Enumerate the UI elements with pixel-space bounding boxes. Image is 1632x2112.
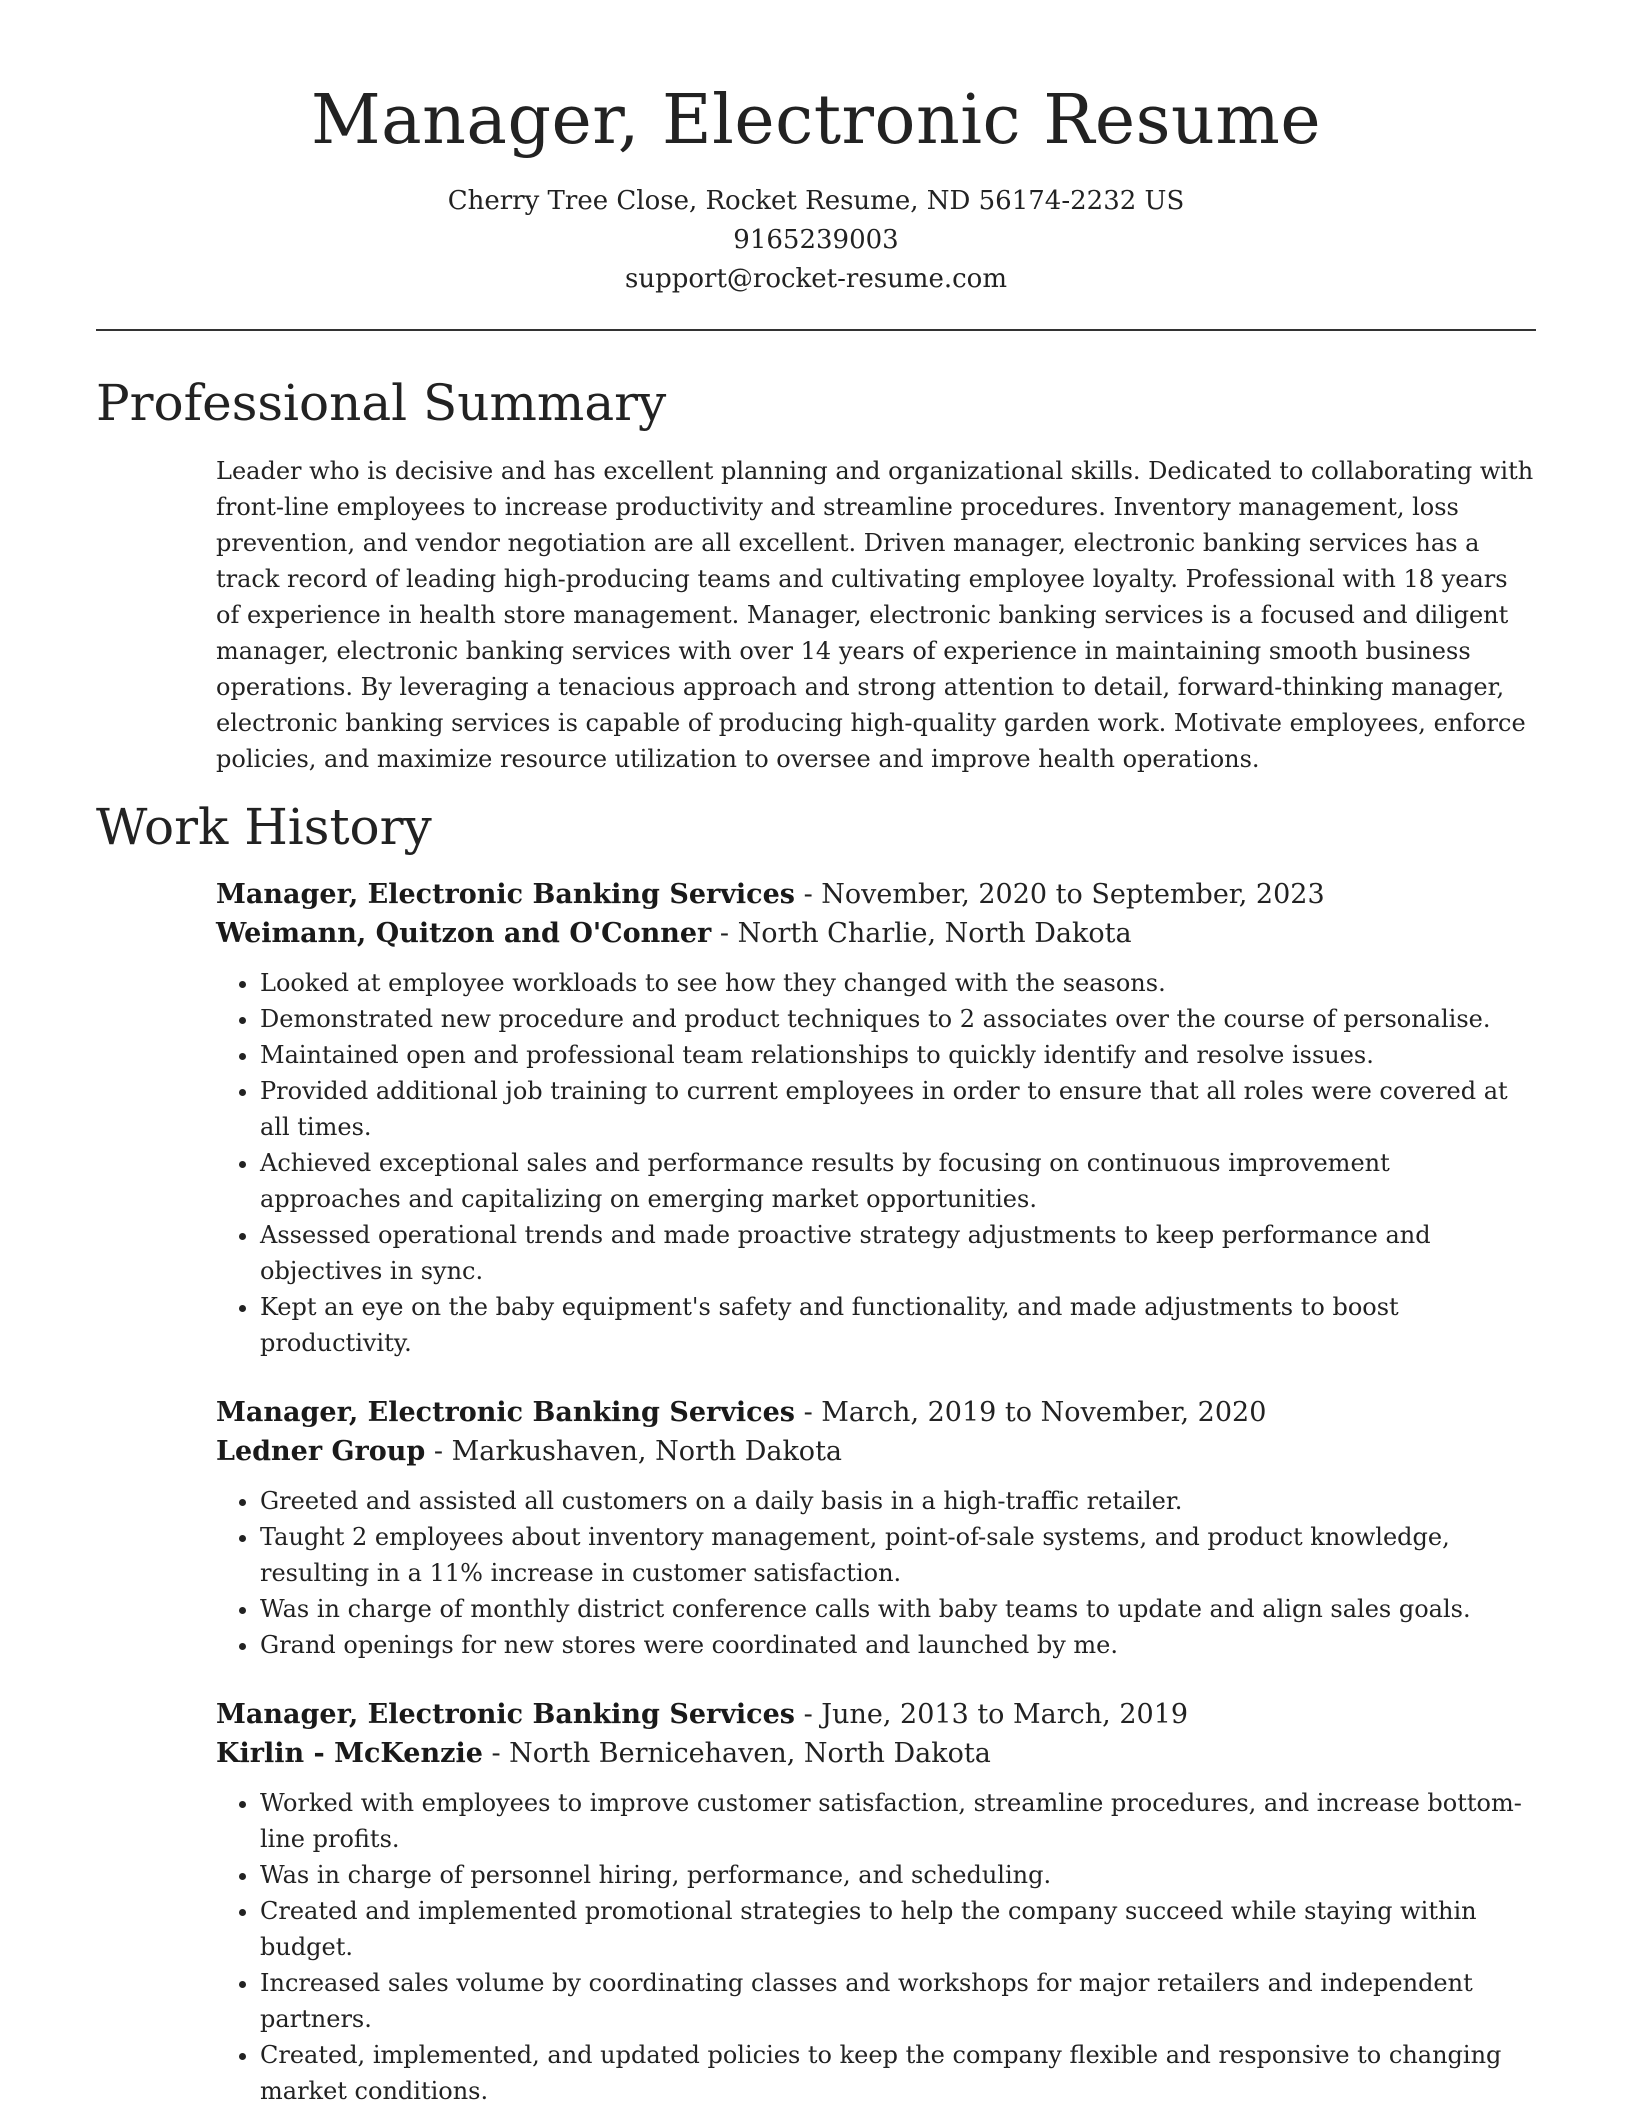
jobs-list <box>216 875 1536 2109</box>
job-bullet: • Achieved exceptional sales and performance results by focusing on continuous improvement approaches and capitalizing on emerging market opportunities. <box>260 1145 1536 1217</box>
job-bullet: • Looked at employee workloads to see how they changed with the seasons. <box>260 965 1536 1001</box>
job-bullets <box>216 1785 1536 2109</box>
job-role: Manager, Electronic Banking Services <box>216 879 795 911</box>
summary-title: Professional Summary <box>96 374 667 433</box>
job-bullets <box>216 965 1536 1361</box>
summary-text: Leader who is decisive and has excellent planning and organizational skills. Dedicated to collaborating with front-line employees to increase productivity and streamline procedures. Inventory management, loss prevention, and vendor negotiation are all excellent. Driven manager, electronic banking services has a track record of leading high-producing teams and cultivating employee loyalty. Professional with 18 years of experience in health store management. Manager, electronic banking services is a focused and diligent manager, electronic banking services with over 14 years of experience in maintaining smooth business operations. By leveraging a tenacious approach and strong attention to detail, forward-thinking manager, electronic banking services is capable of producing high-quality garden work. Motivate employees, enforce policies, and maximize resource utilization to oversee and improve health operations. <box>216 457 1534 774</box>
job-bullet: • Assessed operational trends and made proactive strategy adjustments to keep performance and objectives in sync. <box>260 1217 1536 1289</box>
job-location: - Markushaven, North Dakota <box>425 1436 843 1468</box>
job-entry <box>216 1695 1536 2109</box>
job-title-line <box>216 1695 1536 1734</box>
job-entry <box>216 1393 1536 1663</box>
job-bullets <box>216 1483 1536 1663</box>
resume-header <box>96 0 1536 299</box>
job-bullet: • Increased sales volume by coordinating classes and workshops for major retailers and independent partners. <box>260 1965 1536 2037</box>
job-company: Weimann, Quitzon and O'Conner <box>216 918 712 950</box>
job-bullet: • Maintained open and professional team relationships to quickly identify and resolve issues. <box>260 1037 1536 1073</box>
contact-info <box>96 182 1536 299</box>
job-company: Kirlin - McKenzie <box>216 1738 483 1770</box>
job-bullet: • Greeted and assisted all customers on a daily basis in a high-traffic retailer. <box>260 1483 1536 1519</box>
job-bullet: • Kept an eye on the baby equipment's safety and functionality, and made adjustments to boost productivity. <box>260 1289 1536 1361</box>
job-bullet: • Was in charge of monthly district conference calls with baby teams to update and align sales goals. <box>260 1591 1536 1627</box>
job-bullet: • Worked with employees to improve customer satisfaction, streamline procedures, and increase bottom-line profits. <box>260 1785 1536 1857</box>
job-dates: - March, 2019 to November, 2020 <box>795 1397 1267 1429</box>
job-bullet: • Was in charge of personnel hiring, performance, and scheduling. <box>260 1857 1536 1893</box>
job-entry <box>216 875 1536 1361</box>
job-company-line <box>216 1432 1536 1471</box>
work-history-title: Work History <box>96 798 432 857</box>
job-bullet: • Grand openings for new stores were coordinated and launched by me. <box>260 1627 1536 1663</box>
job-title-line <box>216 875 1536 914</box>
job-role: Manager, Electronic Banking Services <box>216 1397 795 1429</box>
job-bullet: • Taught 2 employees about inventory management, point-of-sale systems, and product knowledge, resulting in a 11% increase in customer satisfaction. <box>260 1519 1536 1591</box>
phone: 9165239003 <box>733 225 899 256</box>
job-company: Ledner Group <box>216 1436 426 1468</box>
job-location: - North Charlie, North Dakota <box>711 918 1132 950</box>
job-bullet: • Demonstrated new procedure and product techniques to 2 associates over the course of personalise. <box>260 1001 1536 1037</box>
address: Cherry Tree Close, Rocket Resume, ND 56174-2232 US <box>447 186 1185 217</box>
job-location: - North Bernicehaven, North Dakota <box>482 1738 991 1770</box>
header-divider <box>96 329 1536 331</box>
job-bullet: • Created and implemented promotional strategies to help the company succeed while staying within budget. <box>260 1893 1536 1965</box>
job-company-line <box>216 1734 1536 1773</box>
job-bullet: • Provided additional job training to current employees in order to ensure that all roles were covered at all times. <box>260 1073 1536 1145</box>
job-bullet: • Created, implemented, and updated policies to keep the company flexible and responsive to changing market conditions. <box>260 2037 1536 2109</box>
job-title-line <box>216 1393 1536 1432</box>
job-dates: - June, 2013 to March, 2019 <box>795 1699 1189 1731</box>
job-company-line <box>216 914 1536 953</box>
job-role: Manager, Electronic Banking Services <box>216 1699 795 1731</box>
job-dates: - November, 2020 to September, 2023 <box>795 879 1325 911</box>
candidate-name: Manager, Electronic Resume <box>310 81 1322 160</box>
email: support@rocket-resume.com <box>624 264 1007 295</box>
